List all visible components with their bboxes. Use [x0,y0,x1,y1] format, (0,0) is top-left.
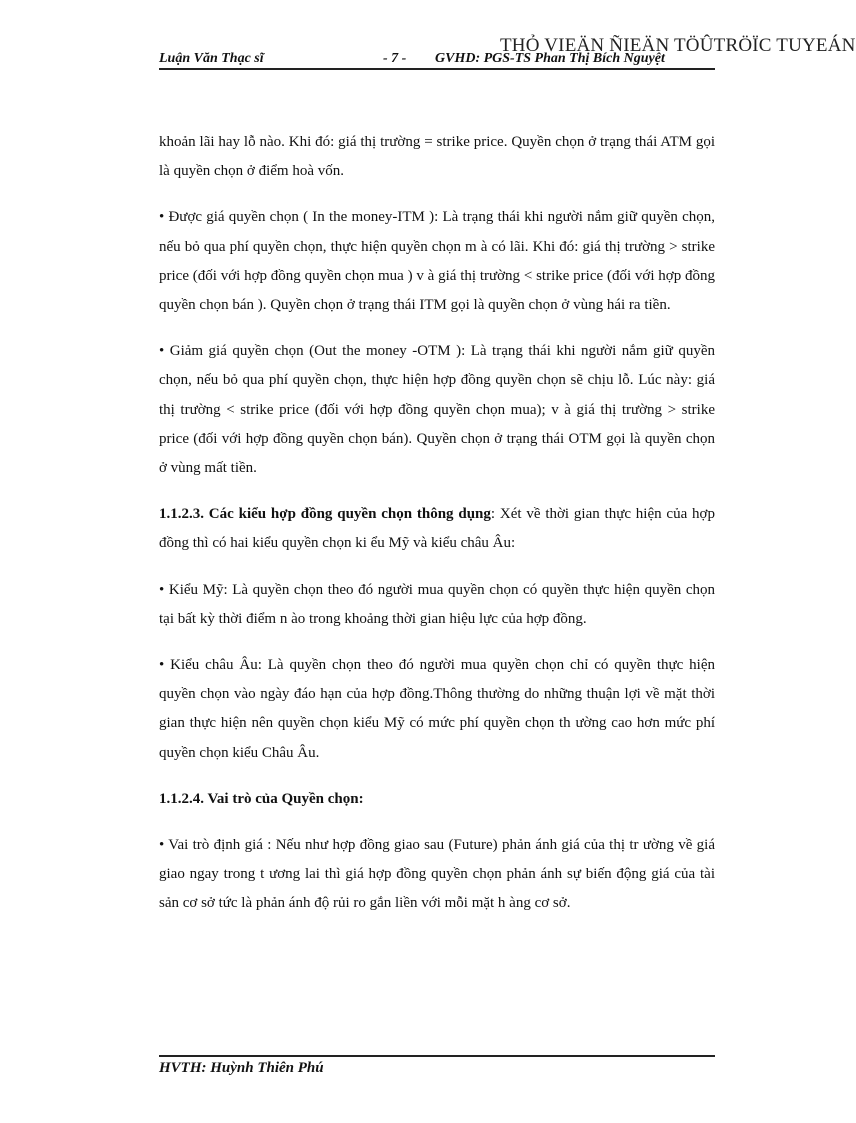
section-1-1-2-3-title: 1.1.2.3. Các kiểu hợp đồng quyền chọn thông dụng [159,506,491,523]
page-body [159,128,715,936]
paragraph-pricing-role: • Vai trò định giá : Nếu như hợp đồng giao sau (Future) phản ánh giá của thị tr ường về giá giao ngay trong t ương lai thì giá hợp đồng quyền chọn phản ánh sự biến động giá của tài sản cơ sở tức là phản ánh độ rủi ro gắn liền với mỗi mặt h àng cơ sở. [159,837,715,912]
header-advisor: GVHD: PGS-TS Phan Thị Bích Nguyệt [435,51,665,66]
header-divider [159,68,715,70]
footer-divider [159,1055,715,1057]
header-thesis-title: Luận Văn Thạc sĩ [159,51,264,66]
header-page-number: - 7 - [383,51,407,66]
paragraph-otm: • Giảm giá quyền chọn (Out the money -OTM ): Là trạng thái khi người nắm giữ quyền chọn, nếu bỏ qua phí quyền chọn, thực hiện hợp đồng quyền chọn sẽ chịu lỗ. Lúc này: giá thị trường < strike price (đối với hợp đồng quyền chọn mua); v à giá thị trường > strike price (đối với hợp đồng quyền chọn bán). Quyền chọn ở trạng thái OTM gọi là quyền chọn ở vùng mất tiền. [159,343,715,477]
library-watermark: THỎ VIEÄN ÑIEÄN TÖÛTRÖÏC TUYEÁN [500,35,856,56]
paragraph-atm: khoản lãi hay lỗ nào. Khi đó: giá thị trường = strike price. Quyền chọn ở trạng thái ATM gọi là quyền chọn ở điểm hoà vốn. [159,134,715,180]
section-1-1-2-4-title: 1.1.2.4. Vai trò của Quyền chọn: [159,790,364,807]
section-1-1-2-3-text: : Xét về thời gian thực hiện của hợp đồng thì có hai kiểu quyền chọn ki ểu Mỹ và kiểu châu Âu: [159,506,715,552]
paragraph-american: • Kiểu Mỹ: Là quyền chọn theo đó người mua quyền chọn có quyền thực hiện quyền chọn tại bất kỳ thời điểm n ào trong khoảng thời gian hiệu lực của hợp đồng. [159,581,715,627]
footer-author: HVTH: Huỳnh Thiên Phú [159,1060,324,1076]
paragraph-european: • Kiểu châu Âu: Là quyền chọn theo đó người mua quyền chọn chỉ có quyền thực hiện quyền chọn vào ngày đáo hạn của hợp đồng.Thông thường do những thuận lợi về mặt thời gian thực hiện nên quyền chọn kiểu Mỹ có mức phí quyền chọn th ường cao hơn mức phí quyền chọn kiểu Châu Âu. [159,657,715,761]
section-1-1-2-3 [159,500,715,558]
paragraph-itm: • Được giá quyền chọn ( In the money-ITM ): Là trạng thái khi người nắm giữ quyền chọn, nếu bỏ qua phí quyền chọn, thực hiện quyền chọn m à có lãi. Khi đó: giá thị trường > strike price (đối với hợp đồng quyền chọn mua ) v à giá thị trường < strike price (đối với hợp đồng quyền chọn bán ). Quyền chọn ở trạng thái ITM gọi là quyền chọn ở vùng hái ra tiền. [159,209,715,314]
